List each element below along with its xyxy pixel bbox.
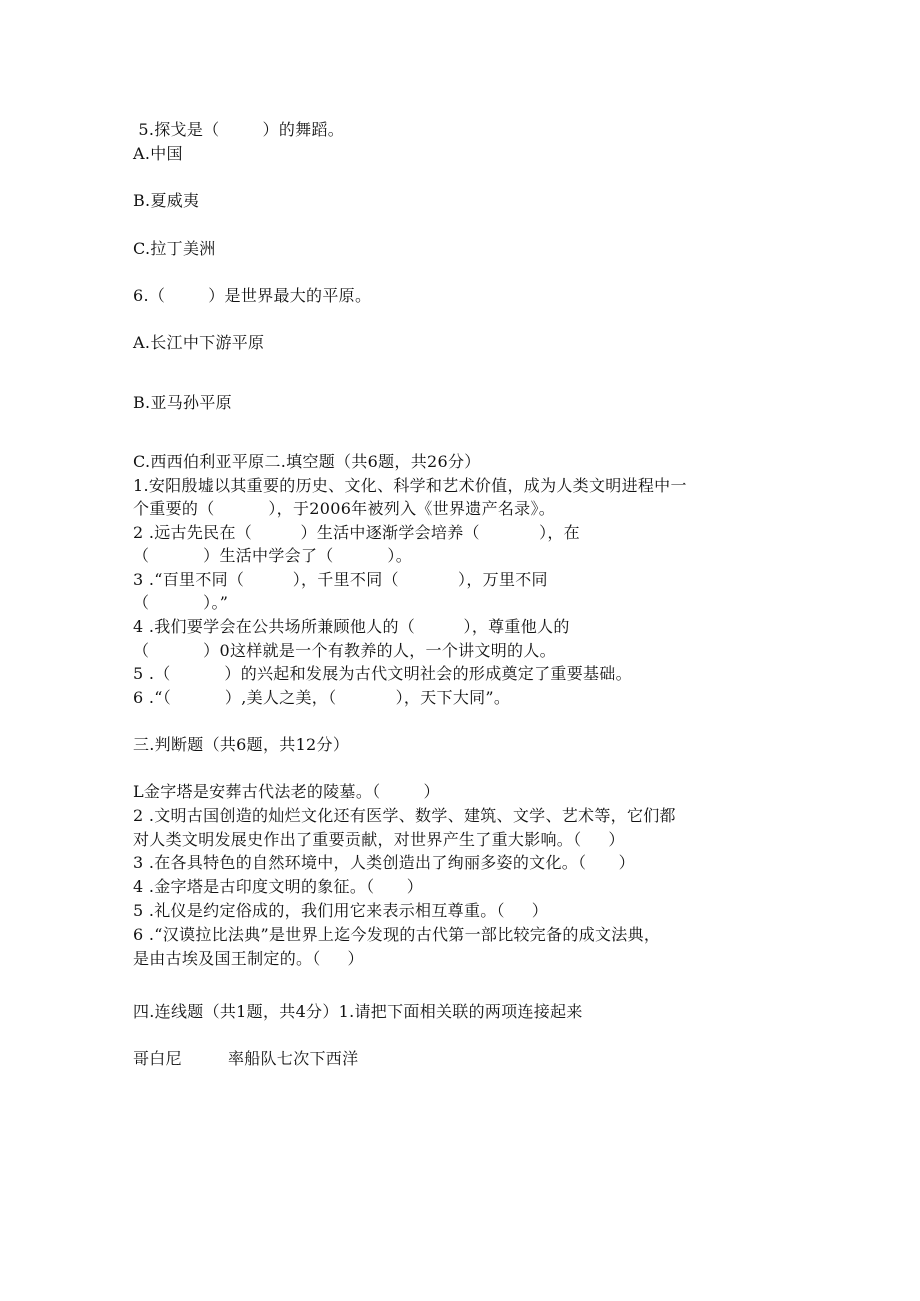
judge-line-7: 6 .“汉谟拉比法典”是世界上迄今发现的古代第一部比较完备的成文法典， <box>133 925 661 944</box>
fill-line-10: 6 .“（ ）,美人之美，（ ），天下大同”。 <box>133 688 511 707</box>
match-right-item-1: 率船队七次下西洋 <box>228 1049 359 1068</box>
question-6-stem: 6.（ ）是世界最大的平原。 <box>133 286 372 305</box>
section-4-heading: 四.连线题（共1题，共4分）1.请把下面相关联的两项连接起来 <box>133 1002 583 1021</box>
fill-line-3: 2 .远古先民在（ ）生活中逐渐学会培养（ ），在 <box>133 523 580 542</box>
fill-line-5: 3 .“百里不同（ ），千里不同（ ），万里不同 <box>133 570 548 589</box>
judge-line-3: 对人类文明发展史作出了重要贡献，对世界产生了重大影响。（ ） <box>133 830 625 849</box>
section-3-heading: 三.判断题（共6题，共12分） <box>133 735 350 754</box>
fill-line-8: （ ）0这样就是一个有教养的人，一个讲文明的人。 <box>133 641 556 660</box>
question-5-stem: 5.探戈是（ ）的舞蹈。 <box>133 120 345 139</box>
question-6-option-c-and-section-2-heading: C.西西伯利亚平原二.填空题（共6题，共26分） <box>133 452 481 471</box>
fill-line-7: 4 .我们要学会在公共场所兼顾他人的（ ），尊重他人的 <box>133 617 570 636</box>
judge-line-2: 2 .文明古国创造的灿烂文化还有医学、数学、建筑、文学、艺术等，它们都 <box>133 806 676 825</box>
question-5-option-c: C.拉丁美洲 <box>133 239 216 258</box>
fill-line-6: （ ）。” <box>133 593 229 612</box>
judge-line-1: L金字塔是安葬古代法老的陵墓。（ ） <box>133 782 440 801</box>
judge-line-4: 3 .在各具特色的自然环境中，人类创造出了绚丽多姿的文化。（ ） <box>133 853 635 872</box>
judge-line-6: 5 .礼仪是约定俗成的，我们用它来表示相互尊重。（ ） <box>133 901 549 920</box>
fill-line-1: 1.安阳殷墟以其重要的历史、文化、科学和艺术价值，成为人类文明进程中一 <box>133 476 687 495</box>
question-5-option-b: B.夏威夷 <box>133 191 200 210</box>
match-left-item-1: 哥白尼 <box>133 1049 182 1068</box>
question-6-option-b: B.亚马孙平原 <box>133 393 232 412</box>
question-5-option-a: A.中国 <box>133 144 183 163</box>
judge-line-5: 4 .金字塔是古印度文明的象征。（ ） <box>133 877 424 896</box>
fill-line-2: 个重要的（ ），于2006年被列入《世界遗产名录》。 <box>133 499 556 518</box>
fill-line-4: （ ）生活中学会了（ ）。 <box>133 546 413 565</box>
question-6-option-a: A.长江中下游平原 <box>133 333 265 352</box>
fill-line-9: 5 .（ ）的兴起和发展为古代文明社会的形成奠定了重要基础。 <box>133 664 632 683</box>
judge-line-8: 是由古埃及国王制定的。（ ） <box>133 949 364 968</box>
